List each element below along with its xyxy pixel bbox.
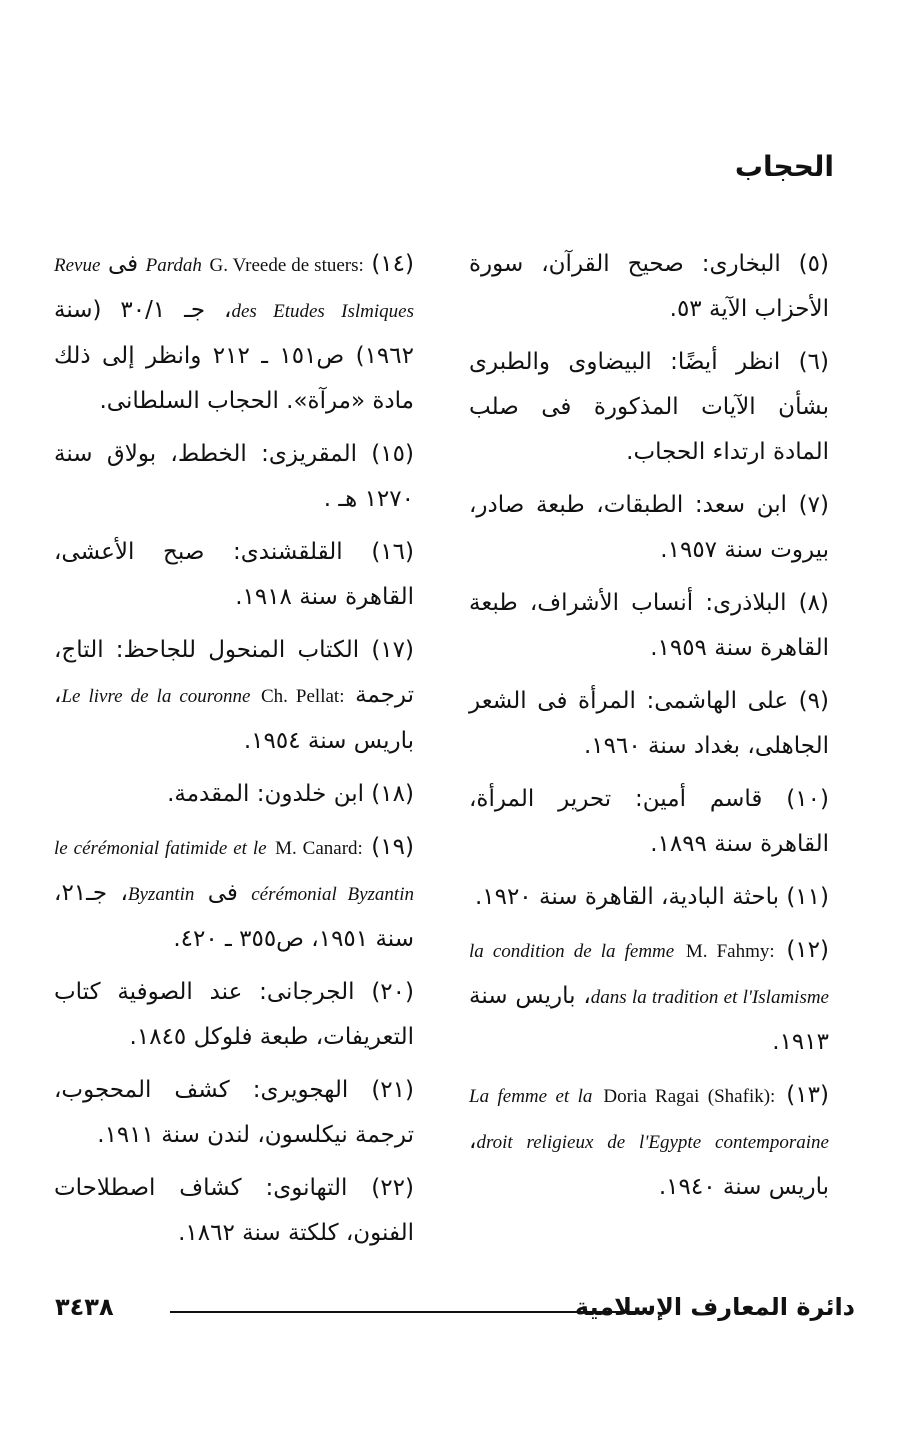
footnote-text: (١٧) الكتاب المنحول للجاحظ: التاج، ترجمة <box>54 637 415 708</box>
footnote <box>469 777 829 867</box>
footnote-title-latin: le cérémonial fatimide et le cérémonial Byzantin <box>54 838 414 905</box>
footnote-text: ، باريس سنة ١٩٤٠. <box>469 1128 829 1200</box>
footnote-text: (٢١) الهجويرى: كشف المحجوب، ترجمة نيكلسون، لندن سنة ١٩١١. <box>54 1077 414 1148</box>
footnote <box>469 875 829 920</box>
footnote-author-latin: Ch. Pellat: <box>260 686 345 707</box>
footnote-text: (١٦) القلقشندى: صبح الأعشى، القاهرة سنة ١٩١٨. <box>54 539 414 610</box>
footnote-text: فى <box>194 880 252 906</box>
footnote-title-latin: la condition de la femme dans la tradition et l'Islamisme <box>469 941 829 1008</box>
footnote-text: (٨) البلاذرى: أنساب الأشراف، طبعة القاهرة سنة ١٩٥٩. <box>469 590 829 661</box>
footnote <box>54 432 414 522</box>
footnote-title-latin: Pardah <box>145 255 202 276</box>
footnote-text <box>592 1082 603 1108</box>
footnote <box>469 679 829 769</box>
footnote-text <box>674 937 686 963</box>
footnote-text: ، باريس سنة ١٩٥٤. <box>54 682 414 754</box>
footnote-title-latin: Le livre de la couronne <box>61 686 251 707</box>
footnote-text <box>250 682 261 708</box>
footnote-text: ، جـ٢١، سنة ١٩٥١، ص٣٥٥ ـ ٤٢٠. <box>54 880 414 952</box>
footnote-text: (٧) ابن سعد: الطبقات، طبعة صادر، بيروت سنة ١٩٥٧. <box>469 492 829 563</box>
footnote <box>54 825 414 962</box>
footnote-text: (٩) على الهاشمى: المرأة فى الشعر الجاهلى، بغداد سنة ١٩٦٠. <box>469 688 829 759</box>
footnote-text: (١٩) <box>362 834 414 860</box>
footnote <box>469 1073 829 1210</box>
footnote <box>54 242 414 424</box>
footnote-author-latin: M. Fahmy: <box>685 941 775 962</box>
page-footer <box>55 1293 855 1333</box>
footnote-text: ، باريس سنة ١٩١٣. <box>469 983 829 1055</box>
footnote-text: (٢٠) الجرجانى: عند الصوفية كتاب التعريفات، طبعة فلوكل ١٨٤٥. <box>54 979 414 1050</box>
footnote-text <box>267 834 276 860</box>
journal-title: دائرة المعارف الإسلامية <box>574 1293 855 1321</box>
footnote <box>54 530 414 620</box>
footnote-text: (١٣) <box>775 1082 829 1108</box>
footnote <box>469 581 829 671</box>
footnote-text: (٦) انظر أيضًا: البيضاوى والطبرى بشأن الآيات المذكورة فى صلب المادة ارتداء الحجاب. <box>469 349 829 465</box>
footnote-text: (١٥) المقريزى: الخطط، بولاق سنة ١٢٧٠ هـ . <box>54 441 414 512</box>
footnotes-right-column <box>469 242 829 1218</box>
footnote <box>54 970 414 1060</box>
footnote-title-latin: La femme et la droit religieux de l'Egypte contemporaine <box>469 1086 829 1153</box>
footnote-text: (١٤) <box>363 251 414 277</box>
footnote-text: (١٨) ابن خلدون: المقدمة. <box>167 781 414 807</box>
footnote-title-latin: Revue des Etudes Islmiques <box>54 255 414 322</box>
footnote-text: (١٢) <box>774 937 829 963</box>
footnote-text: (١١) باحثة البادية، القاهرة سنة ١٩٢٠. <box>474 884 829 910</box>
footnotes-left-column <box>54 242 414 1264</box>
footnote-text: (٢٢) التهانوى: كشاف اصطلاحات الفنون، كلكتة سنة ١٨٦٢. <box>54 1175 414 1246</box>
footnote-author-latin: G. Vreede de stuers: <box>209 255 364 276</box>
footnote-text: (٥) البخارى: صحيح القرآن، سورة الأحزاب الآية ٥٣. <box>469 251 829 322</box>
footnote <box>469 483 829 573</box>
footnote-author-latin: M. Canard: <box>275 838 363 859</box>
footnote <box>469 928 829 1065</box>
footnote-text: ، جـ ٣٠/١ (سنة ١٩٦٢) ص١٥١ ـ ٢١٢ وانظر إلى ذلك مادة «مرآة». الحجاب السلطانى. <box>54 297 414 414</box>
footnote <box>54 772 414 817</box>
footnote <box>54 628 414 764</box>
page-number: ٣٤٣٨ <box>55 1293 114 1321</box>
footnote-text: فى <box>100 251 146 277</box>
footnote <box>469 242 829 332</box>
footnote <box>54 1166 414 1256</box>
footnote <box>54 1068 414 1158</box>
running-header: الحجاب <box>734 150 834 183</box>
footnote-author-latin: Doria Ragai (Shafik): <box>603 1086 776 1107</box>
footnote-title-latin: Byzantin <box>127 884 195 905</box>
footnote <box>469 340 829 475</box>
footnote-text: (١٠) قاسم أمين: تحرير المرأة، القاهرة سنة ١٨٩٩. <box>469 786 829 857</box>
